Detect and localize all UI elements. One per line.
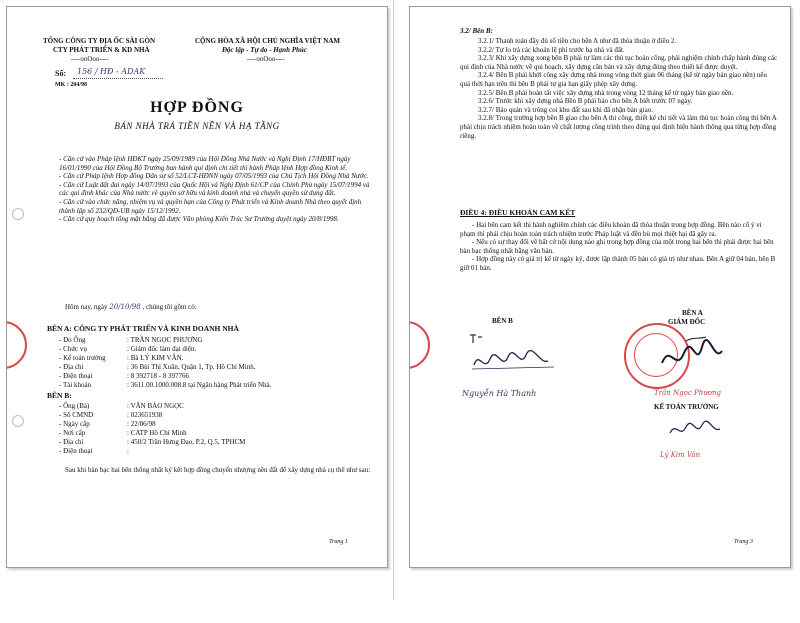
doc-number-line — [73, 78, 163, 79]
party-b-row: - Điện thoại : — [59, 447, 129, 455]
document-title: HỢP ĐỒNG — [150, 99, 244, 116]
punch-hole — [12, 415, 24, 427]
page-number: Trang 1 — [329, 539, 348, 545]
party-a-heading: BÊN A: CÔNG TY PHÁT TRIỂN VÀ KINH DOANH NHÀ — [47, 324, 239, 333]
preamble-item: - Căn cứ vào Pháp lệnh HĐKT ngày 25/09/1989 của Hội Đồng Nhà Nước và Nghị Định 17/HĐBT ngày 16/01/1990 của Hội Đồng Bộ Trưởng ban hành qui định chi tiết thi hành Pháp lệnh Hợp đồng Kinh tế. — [59, 155, 351, 172]
document-subtitle: BÁN NHÀ TRẢ TIỀN NỀN VÀ HẠ TẦNG — [114, 121, 280, 131]
article-paragraph: - Hai bên cam kết thi hành nghiêm chỉnh các điều khoản đã thỏa thuận trong hợp đồng. Bên nào cố ý vi phạm thì phải chịu hoàn toàn trách nhiệm trước Pháp luật và đền bù mọi thiệt hại đã gây ra. — [460, 221, 762, 238]
preamble-item: - Căn cứ quy hoạch tổng mặt bằng đã được Văn phòng Kiến Trúc Sư Trưởng duyệt ngày 20/8/1998. — [59, 215, 339, 224]
article-paragraph: - Hợp đồng này có giá trị kể từ ngày ký, được lập thành 05 bản có giá trị như nhau. Bên A giữ 04 bản, bên B giữ 01 bản. — [460, 255, 776, 272]
party-a-row: - Do Ông : TRẦN NGỌC PHƯƠNG — [59, 336, 203, 344]
obligation-item: 3.2.6/ Trước khi xây dựng nhà Bên B phải báo cho bên A biết trước 07 ngày. — [478, 97, 693, 106]
document-page-1 — [6, 6, 388, 568]
party-b-name-handwritten: Nguyễn Hà Thanh — [462, 389, 537, 398]
article-4-body — [460, 221, 778, 273]
punch-hole — [12, 208, 24, 220]
party-b-row: - Ngày cấp : 22/06/98 — [59, 420, 156, 428]
preamble-block — [59, 155, 371, 224]
nation-ornament: ----ooOoo---- — [247, 55, 285, 63]
company-ornament: ----ooOoo---- — [71, 55, 109, 63]
company-department: CTY PHÁT TRIỂN & KD NHÀ — [53, 46, 150, 54]
preamble-item: - Căn cứ vào chức năng, nhiệm vụ và quyền hạn của Công ty Phát triển và Kinh doanh Nhà theo quyết định thành lập số 232/QĐ-UB ngày 15/12/1992. — [59, 197, 362, 215]
doc-number-value: 156 / HĐ - ADAK — [77, 67, 146, 76]
page-divider — [393, 0, 394, 600]
date-value: 20/10/98 — [109, 303, 141, 311]
company-name: TỔNG CÔNG TY ĐỊA ỐC SÀI GÒN — [43, 37, 156, 45]
date-line — [65, 303, 197, 312]
article-paragraph: - Nếu có sự thay đổi về bất cứ nội dung nào ghi trong hợp đồng của một trong hai bên thì phải được hai bên bàn bạc thống nhất bằng văn bản. — [460, 238, 774, 255]
closing-paragraph: Sau khi bàn bạc hai bên thống nhất ký kết hợp đồng chuyển nhượng nền đất để xây dựng nhà cụ thể như sau: — [65, 466, 371, 474]
accountant-signature — [666, 415, 726, 445]
obligation-item: 3.2.2/ Tự lo trả các khoản lệ phí trước bạ nhà và đất. — [478, 45, 625, 54]
director-name-handwritten: Trần Ngọc Phương — [654, 389, 721, 397]
party-a-row: - Chức vụ : Giám đốc làm đại diện. — [59, 345, 197, 353]
company-stamp-partial — [409, 321, 430, 369]
page-number: Trang 3 — [734, 539, 753, 545]
mk-code: MK : 204/98 — [55, 82, 87, 88]
company-stamp-partial — [6, 321, 27, 369]
obligation-item: 3.2.1/ Thanh toán đầy đủ số tiền cho bên A như đã thỏa thuận ở điều 2. — [478, 37, 677, 45]
party-a-sign-label: BÊN A — [682, 309, 703, 317]
party-b-row: - Địa chỉ : 450/2 Trần Hưng Đạo, P.2, Q.5, TPHCM — [59, 438, 246, 446]
director-label: GIÁM ĐỐC — [668, 318, 706, 326]
chief-accountant-label: KẾ TOÁN TRƯỞNG — [654, 403, 719, 411]
date-prefix: Hôm nay, ngày — [65, 303, 108, 311]
obligation-item: 3.2.8/ Trong trường hợp bên B giao cho bên A thi công, thiết kế chi tiết và làm thủ tục hoàn công thì bên A phải chịu trách nhiệm hoàn toàn về chất lượng công trình theo đúng qui định hiện hành thông qua từng hợp đồng riêng. — [460, 114, 777, 140]
obligation-item: 3.2.4/ Bên B phải khởi công xây dựng nhà trong vòng thời gian 06 tháng (kể từ ngày bàn giao nền) nếu quá thời hạn trên thì bên B phải tự gia hạn giấy phép xây dựng. — [460, 71, 767, 88]
preamble-item: - Căn cứ Pháp lệnh Hợp đồng Dân sự số 52/LCT-HĐNN ngày 07/05/1993 của Chủ Tịch Hội Đồng Nhà Nước. — [59, 172, 369, 181]
doc-number-label: Số: — [55, 69, 67, 78]
section-heading: 3.2/ Bên B: — [460, 27, 493, 35]
nation-motto: Độc lập - Tự do - Hạnh Phúc — [222, 46, 307, 54]
director-signature — [656, 333, 736, 383]
accountant-name-handwritten: Lý Kim Vân — [660, 451, 701, 459]
document-page-3 — [409, 6, 791, 568]
obligation-item: 3.2.7/ Bảo quản và trông coi khu đất sau khi đã nhận bàn giao. — [478, 105, 653, 114]
party-a-row: - Địa chỉ : 36 Bùi Thị Xuân, Quận 1, Tp. Hồ Chí Minh. — [59, 363, 256, 371]
party-a-row: - Tài khoản : 3611.00.1000.008.8 tại Ngân hàng Phát triển Nhà. — [59, 381, 272, 389]
party-a-row: - Kế toán trưởng : Bà LÝ KIM VÂN. — [59, 354, 184, 362]
party-b-row: - Số CMND : 023651938 — [59, 411, 163, 419]
obligation-item: 3.2.3/ Khi xây dựng xong bên B phải tự làm các thủ tục hoàn công, phải nghiệm chỉnh chấp hành đúng các qui định của Nhà nước về qui hoạch, xây dựng căn bản và xây dựng đúng theo thiết kế được duyệt. — [460, 54, 778, 71]
preamble-item: - Căn cứ Luật đất đai ngày 14/07/1993 của Quốc Hội và Nghị Định 61/CP của Chính Phủ ngày 15/07/1994 và các qui định khác của Nhà nước về quyền sở hữu và kinh doanh nhà và chuyển quyền sử dụng đất. — [59, 180, 370, 198]
party-b-sign-label: BÊN B — [492, 317, 513, 325]
nation-name: CỘNG HÒA XÃ HỘI CHỦ NGHĨA VIỆT NAM — [195, 37, 341, 45]
obligation-item: 3.2.5/ Bên B phải hoàn tất việc xây dựng nhà trong vòng 12 tháng kể từ ngày bàn giao nền. — [478, 88, 734, 97]
obligations-list — [460, 37, 778, 140]
party-b-heading: BÊN B: — [47, 391, 72, 400]
party-b-row: - Nơi cấp : CATP Hồ Chí Minh — [59, 429, 187, 437]
article-4-heading: ĐIỀU 4: ĐIỀU KHOẢN CAM KẾT — [460, 208, 576, 217]
date-suffix: , chúng tôi gồm có: — [142, 303, 197, 311]
party-a-row: - Điện thoại : 8 392718 - 8 397766 — [59, 372, 190, 380]
party-b-row: - Ông (Bà) : VĂN BẢO NGỌC — [59, 402, 184, 410]
